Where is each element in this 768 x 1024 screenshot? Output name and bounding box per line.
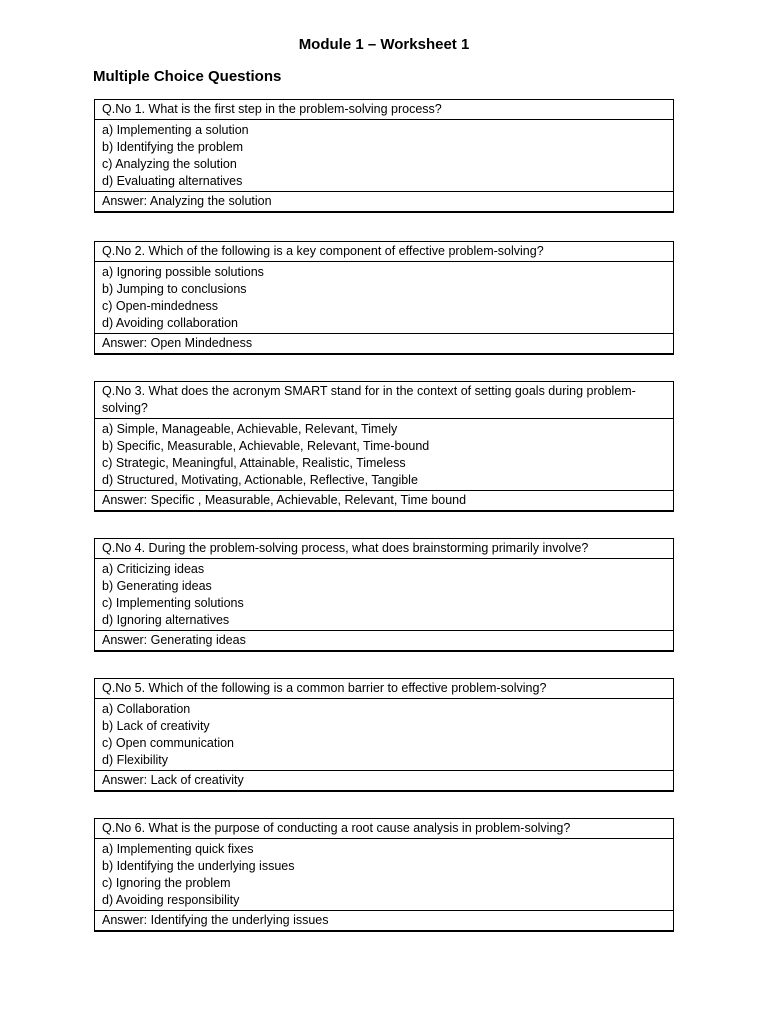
- options-list: [95, 559, 673, 631]
- question-text: Q.No 2. Which of the following is a key component of effective problem-solving?: [95, 242, 673, 262]
- option-c: c) Analyzing the solution: [102, 157, 237, 171]
- question-text: Q.No 5. Which of the following is a common barrier to effective problem-solving?: [95, 679, 673, 699]
- option-a: a) Ignoring possible solutions: [102, 265, 264, 279]
- option-c: c) Open-mindedness: [102, 299, 219, 313]
- option-b: b) Specific, Measurable, Achievable, Relevant, Time-bound: [102, 439, 430, 453]
- option-a: a) Simple, Manageable, Achievable, Relevant, Timely: [102, 422, 398, 436]
- question-text: Q.No 1. What is the first step in the problem-solving process?: [95, 100, 673, 120]
- option-b: b) Identifying the underlying issues: [102, 859, 295, 873]
- question-text: Q.No 3. What does the acronym SMART stand for in the context of setting goals during problem-solving?: [95, 382, 673, 419]
- option-a: a) Collaboration: [102, 702, 191, 716]
- option-d: d) Evaluating alternatives: [102, 174, 243, 188]
- answer-text: Answer: Identifying the underlying issues: [102, 913, 329, 927]
- question-block-2: [94, 241, 674, 355]
- question-block-4: [94, 538, 674, 652]
- option-b: b) Lack of creativity: [102, 719, 210, 733]
- options-list: [95, 419, 673, 491]
- option-d: d) Flexibility: [102, 753, 168, 767]
- answer-text: Answer: Specific , Measurable, Achievable, Relevant, Time bound: [102, 493, 467, 507]
- option-d: d) Ignoring alternatives: [102, 613, 230, 627]
- option-b: b) Generating ideas: [102, 579, 212, 593]
- option-c: c) Implementing solutions: [102, 596, 244, 610]
- answer-text: Answer: Analyzing the solution: [102, 194, 272, 208]
- options-list: [95, 120, 673, 192]
- option-c: c) Open communication: [102, 736, 235, 750]
- option-c: c) Strategic, Meaningful, Attainable, Realistic, Timeless: [102, 456, 406, 470]
- answer-text: Answer: Open Mindedness: [102, 336, 253, 350]
- option-b: b) Jumping to conclusions: [102, 282, 247, 296]
- options-list: [95, 839, 673, 911]
- option-d: d) Structured, Motivating, Actionable, Reflective, Tangible: [102, 473, 418, 487]
- option-a: a) Implementing quick fixes: [102, 842, 254, 856]
- answer-text: Answer: Generating ideas: [102, 633, 246, 647]
- page-title: Module 1 – Worksheet 1: [298, 36, 470, 53]
- options-list: [95, 262, 673, 334]
- option-c: c) Ignoring the problem: [102, 876, 231, 890]
- option-a: a) Criticizing ideas: [102, 562, 205, 576]
- options-list: [95, 699, 673, 771]
- answer-text: Answer: Lack of creativity: [102, 773, 244, 787]
- option-d: d) Avoiding responsibility: [102, 893, 240, 907]
- question-block-1: [94, 99, 674, 213]
- option-b: b) Identifying the problem: [102, 140, 244, 154]
- question-block-3: [94, 381, 674, 512]
- question-block-5: [94, 678, 674, 792]
- option-a: a) Implementing a solution: [102, 123, 249, 137]
- question-text: Q.No 4. During the problem-solving process, what does brainstorming primarily involve?: [95, 539, 673, 559]
- question-block-6: [94, 818, 674, 932]
- option-d: d) Avoiding collaboration: [102, 316, 238, 330]
- section-title: Multiple Choice Questions: [93, 68, 282, 85]
- question-text: Q.No 6. What is the purpose of conducting a root cause analysis in problem-solving?: [95, 819, 673, 839]
